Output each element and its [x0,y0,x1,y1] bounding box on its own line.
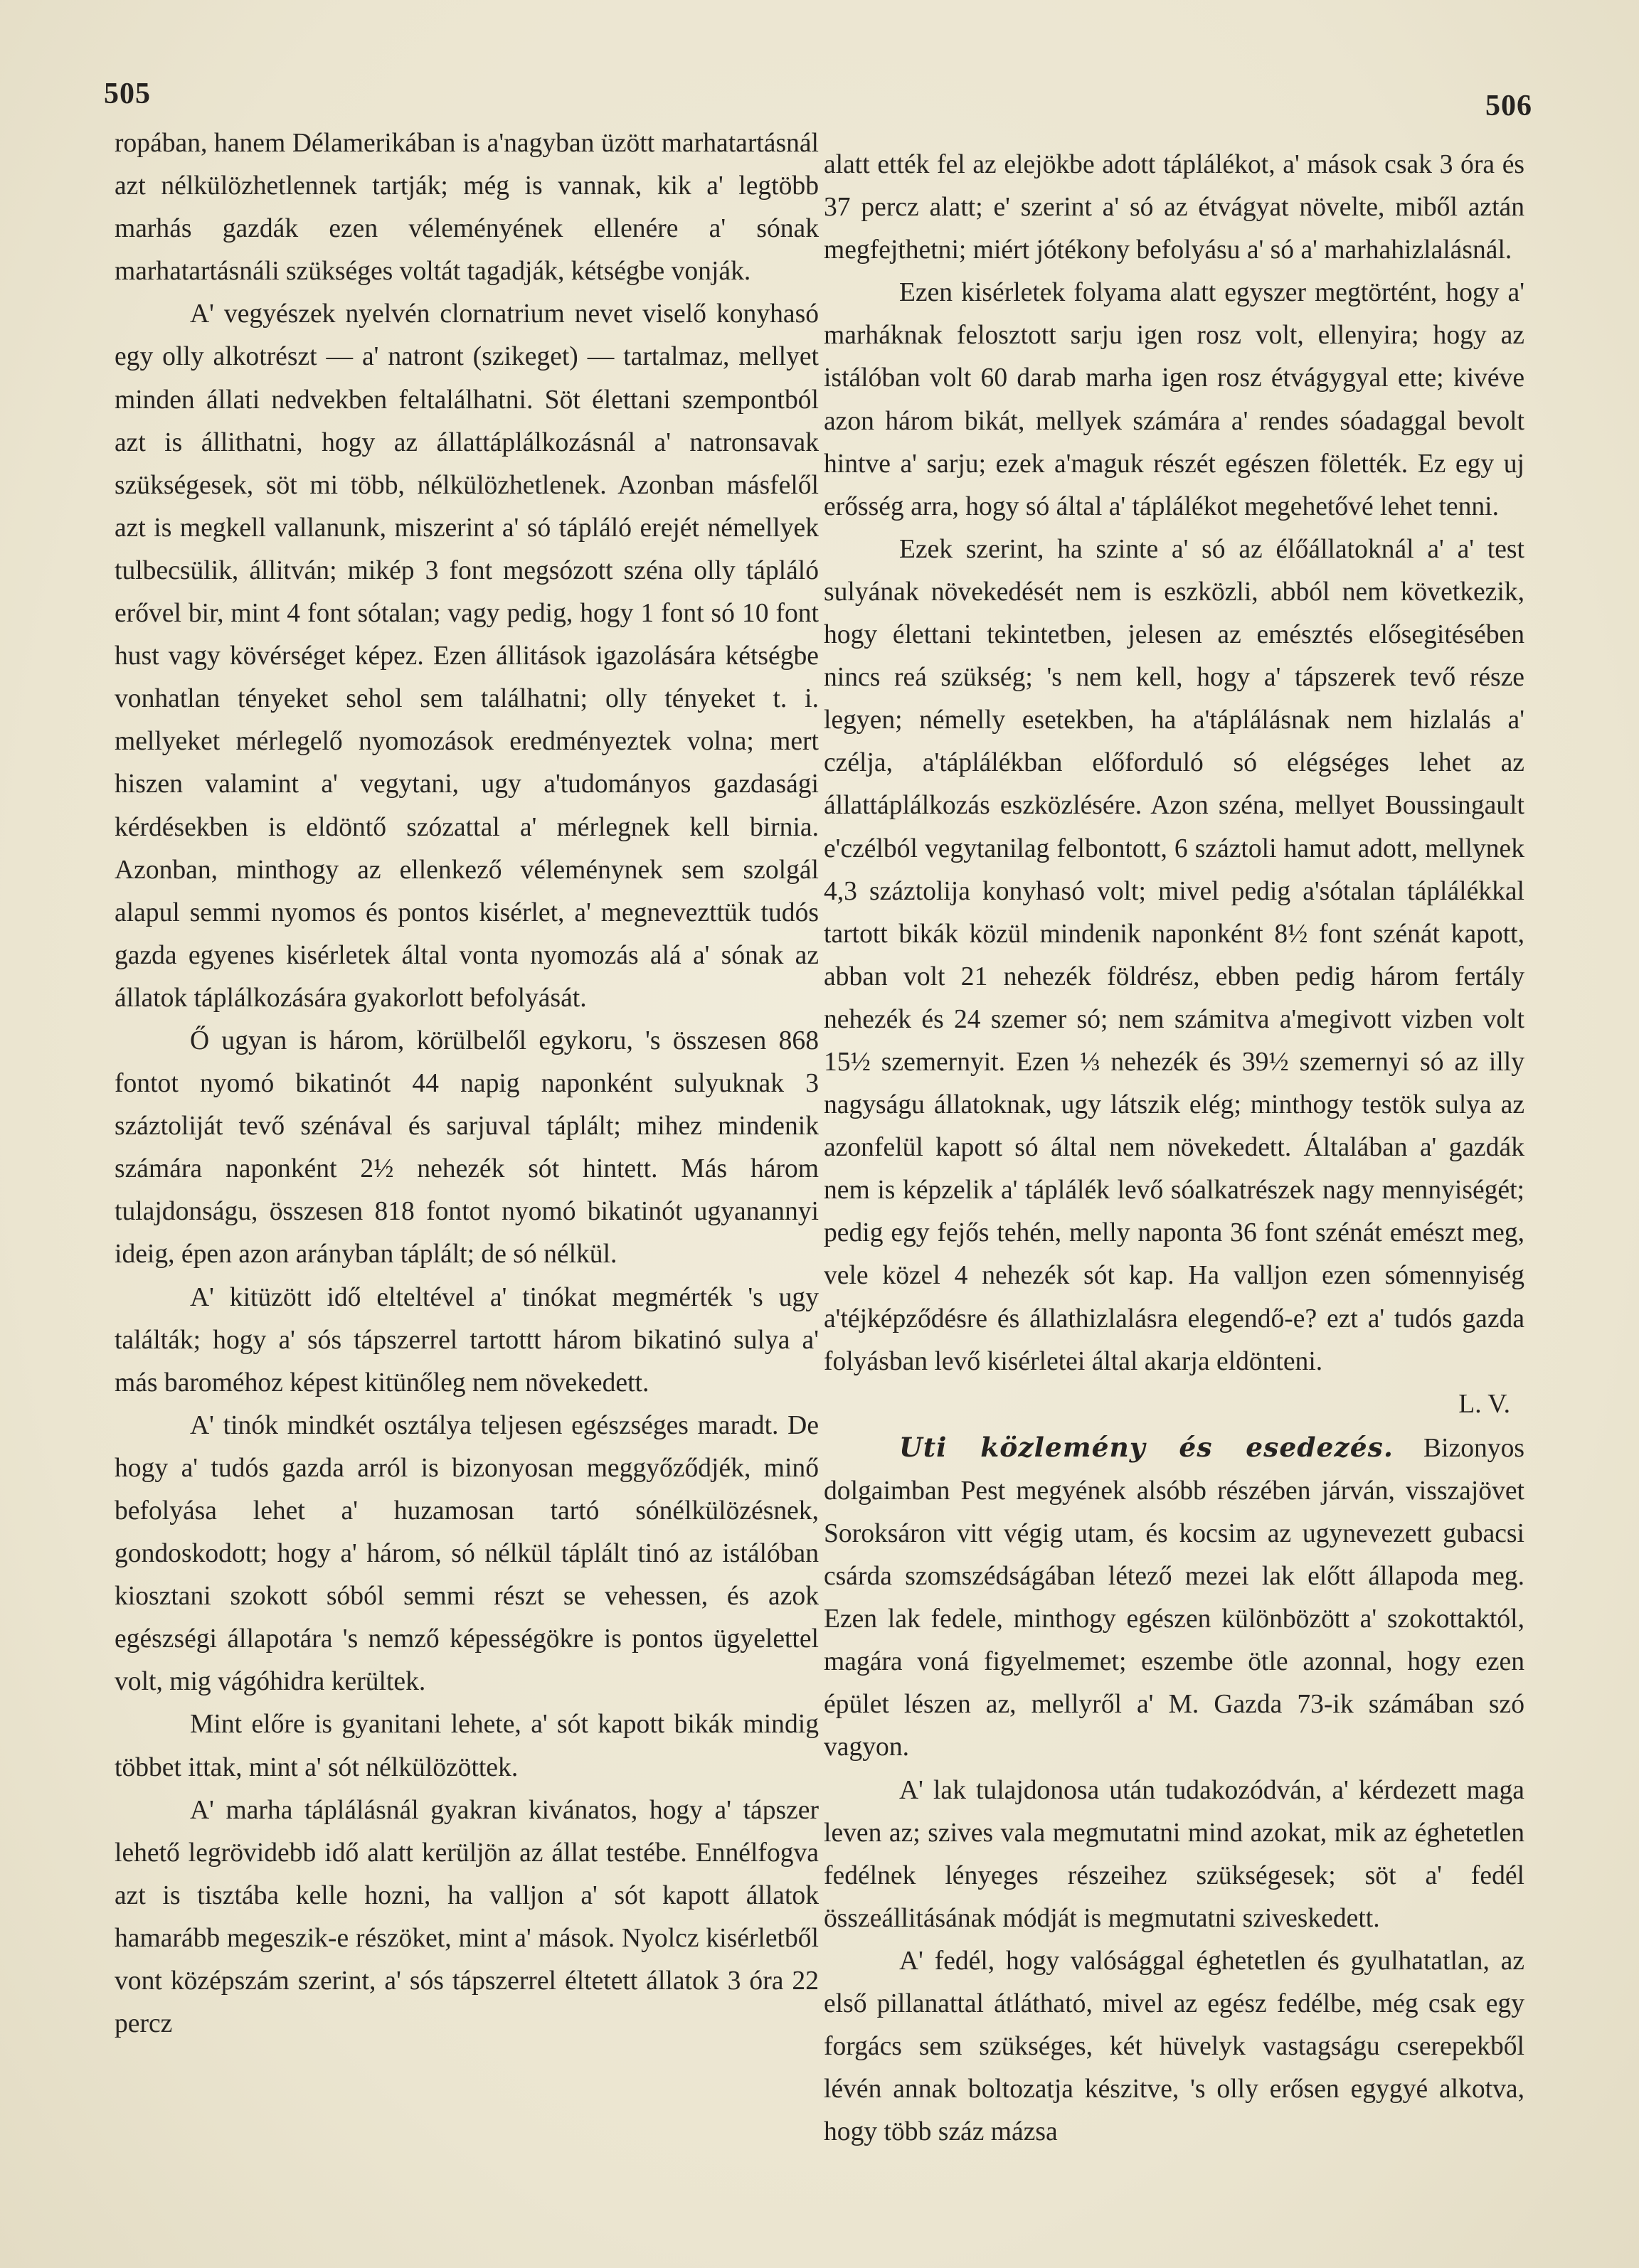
section-heading: Uti közlemény és esedezés. [899,1431,1394,1463]
right-column [824,144,1524,2153]
paragraph: Mint előre is gyanitani lehete, a' sót kapott bikák mindig többet ittak, mint a' sót nélkülözöttek. [115,1710,819,1782]
paragraph: Ezen kisérletek folyama alatt egyszer megtörtént, hogy a' marháknak felosztott sarju igen rosz volt, ellenyira; hogy az istálóban volt 60 darab marha igen rosz étvágygyal ette; kivéve azon három bikát, mellyek számára a' rendes sóadaggal bevolt hintve a' sarju; ezek a'maguk részét egészen fölették. Ez egy uj erősség arra, hogy só által a' táplálékot megehetővé lehet tenni. [824,278,1524,521]
paragraph-text: Bizonyos dolgaimban Pest megyének alsóbb részében járván, visszajövet Soroksáron vitt végig utam, és kocsim az ugynevezett gubacsi csárda szomszédságában létező mezei lak előtt állapoda meg. Ezen lak fedele, minthogy egészen különbözött a' szokottaktól, magára voná figyelmemet; eszembe ötle azonnal, hogy ezen épület lészen az, mellyről a' M. Gazda 73-ik számában szó vagyon. [824,1433,1524,1762]
paragraph: A' kitüzött idő elteltével a' tinókat megmérték 's ugy találták; hogy a' sós tápszerrel tartottt három bikatinó sulya a' más barоméhoz képest kitünőleg nem növekedett. [115,1282,819,1397]
paragraph: Ezek szerint, ha szinte a' só az élőállatoknál a' a' test sulyának növekedését nem is eszközli, abból nem következik, hogy élettani tekintetben, jelesen az emésztés elősegitésében nincs reá szükség; 's nem kell, hogy a' tápszerek tevő része legyen; némelly esetekben, ha a'táplálásnak nem hizlalás a' czélja, a'táplálékban előforduló só elégséges lehet az állattáplálkozás eszközlésére. Azon széna, mellyet Boussingault e'czélból vegytanilag felbontott, 6 száztoli hamut adott, mellynek 4,3 száztolija konyhasó volt; mivel pedig a'sótalan táplálékkal tartott bikák közül mindenik naponként 8½ font szénát kapott, abban volt 21 nehezék földrész, ebben pedig három fertály nehezék és 24 szemer só; nem számitva a'megivott vizben volt 15½ szemernyit. Ezen ⅓ nehezék és 39½ szemernyi só az illy nagyságu állatoknak, ugy látszik elég; minthogy testök sulya az azonfelül kapott só által nem növekedett. Általában a' gazdák nem is képzelik a' táplálék levő sóalkatrészek nagy mennyiségét; pedig egy fejős tehén, melly naponta 36 font szénát emészt meg, vele közel 4 nehezék sót kap. Ha valljon ezen sómennyiség a'téjképződésre és állathizlalásra elegendő-e? ezt a' tudós gazda folyásban levő kisérletei által akarja eldönteni. [824,534,1524,1376]
author-signature: L. V. [1458,1389,1510,1419]
page-number-left: 505 [104,78,151,110]
paragraph: A' tinók mindkét osztálya teljesen egészséges maradt. De hogy a' tudós gazda arról is bizonyosan meggyőződjék, minő befolyása lehet a' huzamosan tartó sónélkülözésnek, gondoskodott; hogy a' három, só nélkül táplált tinó az istálóban kiosztani szokott sóból semmi részt se vehessen, és azok egészségi állapotára 's nemző képességökre is pontos ügyelettel volt, mig vágóhidra kerültek. [115,1410,819,1697]
paragraph: A' lak tulajdonosa után tudakozódván, a' kérdezett maga leven az; szives vala megmutatni mind azokat, mik az éghetetlen fedélnek lényeges részeihez szükségesek; söt a' fedél összeállitásának módját is megmutatni sziveskedett. [824,1775,1524,1933]
paragraph: Ő ugyan is három, körülbelől egykoru, 's összesen 868 fontot nyomó bikatinót 44 napig naponként sulyuknak 3 száztoliját tevő szénával és sarjuval táplált; mihez mindenik számára naponként 2½ nehezék sót hintett. Más három tulajdonságu, összesen 818 fontot nyomó bikatinót ugyanannyi ideig, épen azon arányban táplált; de só nélkül. [115,1026,819,1269]
paragraph: A' vegyészek nyelvén clornatrium nevet viselő konyhasó egy olly alkotrészt — a' natront (szikeget) — tartalmaz, mellyet minden állati nedvekben feltalálhatni. Söt élettani szempontból azt is állithatni, hogy az állattáplálkozásnál a' natronsavak szükségesek, söt mi több, nélkülözhetlenek. Azonban másfelől azt is megkell vallanunk, miszerint a' só tápláló erejét némellyek tulbecsülik, állitván; mikép 3 font megsózott széna olly tápláló erővel bir, mint 4 font sótalan; vagy pedig, hogy 1 font só 10 font hust vagy kövérséget képez. Ezen állitások igazolására kétségbe vonhatlan tényeket sehol sem találhatni; olly tényeket t. i. mellyeket mérlegelő nyomozások eredményeztek volna; mert hiszen valamint a' vegytani, ugy a'tudományos gazdasági kérdésekben is eldöntő szózattal a' mérlegnek kell birnia. Azonban, minthogy az ellenkező véleménynek sem szolgál alapul semmi nyomos és pontos kisérlet, a' megnevezttük tudós gazda egyenes kisérletek által vonta nyomozás alá a' sónak az állatok táplálkozására gyakorlott befolyását. [115,299,819,1013]
left-column [115,122,819,2045]
paragraph: A' fedél, hogy valósággal éghetetlen és gyulhatatlan, az első pillanattal átlátható, mivel az egész fedélbe, még csak egy forgács sem szükséges, két hüvelyk vastagságu cserepekből lévén annak boltozatja készitve, 's olly erősen egygyé alkotva, hogy több száz mázsa [824,1946,1524,2147]
signature-line [824,1383,1524,1426]
page-number-right: 506 [1485,90,1532,122]
paragraph: A' marha táplálásnál gyakran kivánatos, hogy a' tápszer lehető legrövidebb idő alatt kerüljön az állat testébe. Ennélfogva azt is tisztába kelle hozni, ha valljon a' sót kapott állatok hamarább megeszik-e részöket, mint a' mások. Nyolcz kisérletből vont középszám szerint, a' sós tápszerrel éltetett állatok 3 óra 22 percz [115,1795,819,2039]
section-opening-paragraph [824,1426,1524,1769]
paragraph: alatt ették fel az elejökbe adott táplálékot, a' mások csak 3 óra és 37 percz alatt; e' szerint a' só az étvágyat növelte, miből aztán megfejthetni; miért jótékony befolyásu a' só a' marhahizlalásnál. [824,150,1524,265]
paragraph: ropában, hanem Délamerikában is a'nagyban üzött marhatartásnál azt nélkülözhetlennek tartják; még is vannak, kik a' legtöbb marhás gazdák ezen véleményének ellenére a' sónak marhatartásnáli szükséges voltát tagadják, kétségbe vonják. [115,129,819,287]
